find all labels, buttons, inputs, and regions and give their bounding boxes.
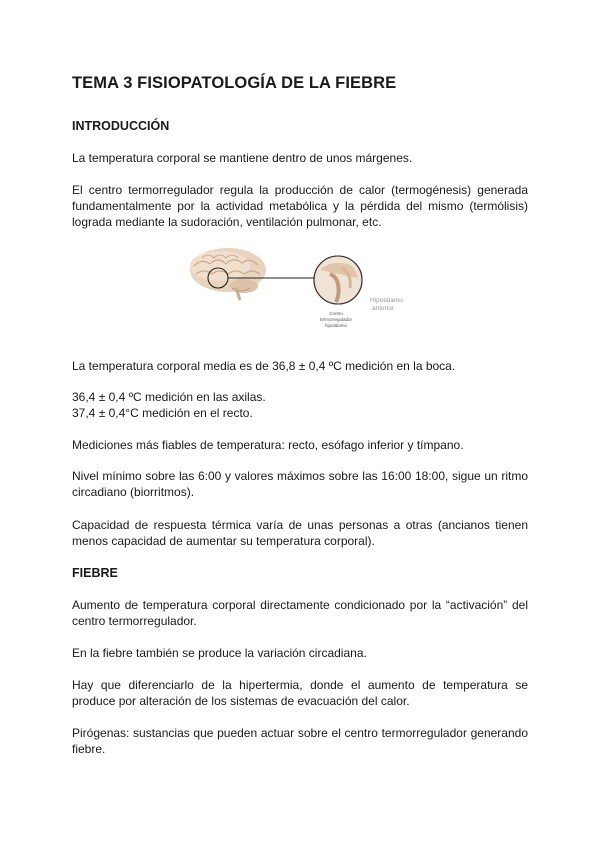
brain-hypothalamus-figure bbox=[180, 244, 430, 334]
paragraph: Capacidad de respuesta térmica varía de unas personas a otras (ancianos tienen menos capacidad de aumentar su temperatura corporal). bbox=[72, 518, 528, 548]
section-heading-fiebre: FIEBRE bbox=[72, 566, 118, 580]
section-heading-introduccion: INTRODUCCIÓN bbox=[72, 119, 170, 133]
paragraph: Hay que diferenciarlo de la hipertermia, donde el aumento de temperatura se produce por alteración de los sistemas de evacuación del calor. bbox=[72, 678, 528, 708]
paragraph: Nivel mínimo sobre las 6:00 y valores máximos sobre las 16:00 18:00, sigue un ritmo circadiano (biorritmos). bbox=[72, 469, 528, 499]
figure-label-hipotalamo-bottom: hipotálamo bbox=[324, 323, 348, 328]
paragraph: Pirógenas: sustancias que pueden actuar sobre el centro termorregulador generando fiebre. bbox=[72, 726, 528, 756]
paragraph: Aumento de temperatura corporal directamente condicionado por la “activación” del centro termorregulador. bbox=[72, 598, 528, 628]
figure-label-anterior: anterior bbox=[372, 305, 395, 312]
paragraph: En la fiebre también se produce la variación circadiana. bbox=[72, 646, 367, 660]
paragraph: La temperatura corporal media es de 36,8 ± 0,4 ºC medición en la boca. bbox=[72, 359, 456, 373]
brain-illustration bbox=[180, 244, 430, 334]
paragraph-line: 36,4 ± 0,4 ºC medición en las axilas. bbox=[72, 390, 266, 404]
paragraph: Mediciones más fiables de temperatura: recto, esófago inferior y tímpano. bbox=[72, 438, 464, 452]
brain-icon bbox=[190, 248, 266, 300]
figure-label-termorregulador: termorregulador bbox=[319, 317, 353, 322]
paragraph: El centro termorregulador regula la producción de calor (termogénesis) generada fundamentalmente por la actividad metabólica y la pérdida del mismo (termólisis) lograda mediante la sudoración, ventilación pulmonar, etc. bbox=[72, 183, 528, 229]
figure-label-centro: Centro bbox=[329, 311, 343, 316]
page-title: TEMA 3 FISIOPATOLOGÍA DE LA FIEBRE bbox=[72, 74, 397, 92]
paragraph: La temperatura corporal se mantiene dentro de unos márgenes. bbox=[72, 151, 413, 165]
hypothalamus-magnified-icon bbox=[314, 256, 362, 304]
figure-label-hipotalamo: Hipotálamo bbox=[370, 297, 403, 304]
paragraph-line: 37,4 ± 0,4°C medición en el recto. bbox=[72, 406, 253, 420]
